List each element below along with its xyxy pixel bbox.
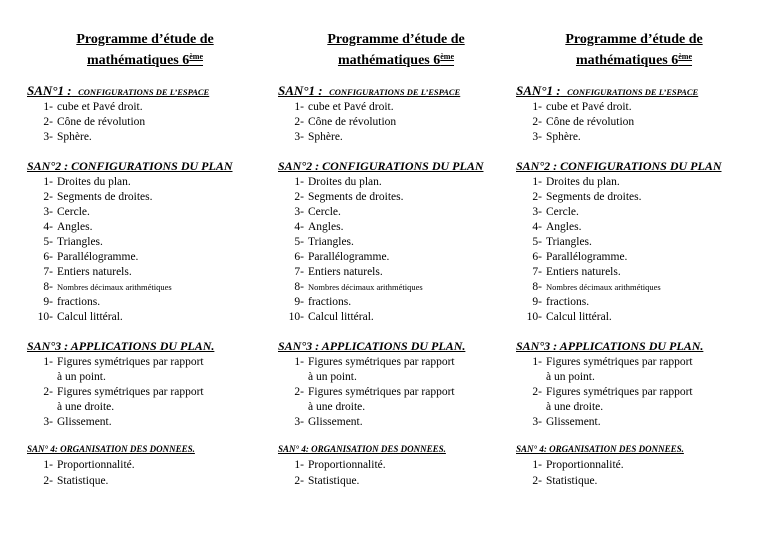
item-text — [308, 355, 478, 385]
section-heading-main: SAN°3 : APPLICATIONS DU PLAN. — [278, 339, 466, 353]
item-text-main: Statistique. — [308, 475, 360, 487]
section-list — [516, 100, 748, 145]
page-title-superscript: ème — [678, 52, 693, 61]
list-item — [516, 250, 748, 265]
item-number: 1- — [294, 356, 304, 368]
item-text — [57, 415, 112, 430]
item-text-continuation: à une droite. — [546, 401, 604, 413]
item-number: 10- — [288, 311, 304, 323]
section-list — [516, 457, 748, 489]
item-text-main: Proportionnalité. — [57, 459, 135, 471]
item-text-main: Statistique. — [546, 475, 598, 487]
item-text-main: Angles. — [546, 221, 582, 233]
section-list — [27, 457, 259, 489]
list-item — [27, 220, 259, 235]
list-item — [516, 115, 748, 130]
item-text — [546, 190, 642, 205]
item-number: 3- — [532, 416, 542, 428]
item-text-main: Cône de révolution — [308, 116, 397, 128]
list-item — [27, 205, 259, 220]
item-number: 1- — [43, 101, 53, 113]
item-number: 8- — [532, 281, 542, 293]
item-number: 2- — [43, 386, 53, 398]
section-heading-main: SAN° 4: ORGANISATION DES DONNEES. — [278, 444, 446, 454]
list-item — [516, 265, 748, 280]
list-item — [278, 415, 510, 430]
item-number: 2- — [294, 116, 304, 128]
list-item — [27, 130, 259, 145]
item-text-main: Angles. — [57, 221, 93, 233]
section-heading-main: SAN°2 : CONFIGURATIONS DU PLAN — [516, 159, 722, 173]
item-number: 2- — [532, 116, 542, 128]
item-text — [546, 473, 597, 489]
page-title-line2 — [27, 49, 259, 68]
page-title-line2 — [278, 49, 510, 68]
section-heading-main: SAN°2 : CONFIGURATIONS DU PLAN — [27, 159, 233, 173]
list-item — [516, 220, 748, 235]
item-text — [57, 115, 145, 130]
item-number: 2- — [43, 191, 53, 203]
item-number: 1- — [294, 101, 304, 113]
item-text-main: Droites du plan. — [546, 176, 620, 188]
item-text-main: Proportionnalité. — [546, 459, 624, 471]
item-text-main: Figures symétriques par rapport — [308, 356, 455, 368]
section-heading-main: SAN° 4: ORGANISATION DES DONNEES. — [27, 444, 195, 454]
list-item — [27, 190, 259, 205]
list-item — [516, 100, 748, 115]
item-text — [57, 457, 135, 473]
item-text — [546, 265, 621, 280]
item-text — [308, 385, 478, 415]
section-list — [27, 175, 259, 325]
item-number: 9- — [294, 296, 304, 308]
list-item — [27, 415, 259, 430]
item-text-continuation: à un point. — [308, 371, 357, 383]
page-title-text: mathématiques 6 — [575, 53, 679, 68]
list-item — [516, 130, 748, 145]
item-text-main: Proportionnalité. — [308, 459, 386, 471]
item-text-main: Cercle. — [308, 206, 341, 218]
item-text — [546, 100, 632, 115]
list-item — [516, 415, 748, 430]
list-item — [278, 250, 510, 265]
item-text-main: Cercle. — [57, 206, 90, 218]
item-text-main: Calcul littéral. — [308, 311, 374, 323]
item-text — [57, 175, 131, 190]
program-column — [516, 30, 748, 489]
item-text-main: fractions. — [546, 296, 590, 308]
page-title-line1: Programme d’étude de — [565, 32, 703, 47]
page-title-superscript: ème — [440, 52, 455, 61]
item-number: 6- — [43, 251, 53, 263]
section-heading — [516, 159, 748, 174]
section-heading-sub: CONFIGURATIONS DE L’ESPACE — [329, 87, 461, 97]
item-text — [57, 190, 153, 205]
item-text-main: cube et Pavé droit. — [546, 101, 632, 113]
item-text-main: Parallélogramme. — [57, 251, 139, 263]
list-item — [516, 205, 748, 220]
item-number: 7- — [294, 266, 304, 278]
item-number: 3- — [43, 416, 53, 428]
page-title-line1: Programme d’étude de — [327, 32, 465, 47]
item-number: 5- — [532, 236, 542, 248]
section-heading — [278, 339, 510, 354]
list-item — [27, 457, 259, 473]
item-number: 3- — [294, 416, 304, 428]
list-item — [27, 310, 259, 325]
item-text-continuation: à un point. — [546, 371, 595, 383]
item-text — [308, 190, 404, 205]
item-number: 1- — [532, 176, 542, 188]
item-number: 4- — [43, 221, 53, 233]
list-item — [278, 295, 510, 310]
list-item — [278, 355, 510, 385]
item-text-main: Glissement. — [308, 416, 363, 428]
item-text-main: Cône de révolution — [546, 116, 635, 128]
item-number: 2- — [294, 191, 304, 203]
item-text — [308, 220, 343, 235]
item-number: 2- — [43, 475, 53, 487]
item-text-main: Figures symétriques par rapport — [308, 386, 455, 398]
item-text — [546, 280, 661, 295]
section-heading-main: SAN°3 : APPLICATIONS DU PLAN. — [516, 339, 704, 353]
section-heading — [278, 444, 510, 454]
item-number: 9- — [43, 296, 53, 308]
item-text — [57, 220, 92, 235]
item-number: 9- — [532, 296, 542, 308]
item-text-main: Sphère. — [57, 131, 92, 143]
item-text-main: Figures symétriques par rapport — [546, 386, 693, 398]
item-text-continuation: à un point. — [57, 371, 106, 383]
item-text-main: Entiers naturels. — [308, 266, 383, 278]
list-item — [516, 280, 748, 295]
item-number: 3- — [43, 131, 53, 143]
list-item — [278, 205, 510, 220]
list-item — [27, 175, 259, 190]
item-number: 2- — [532, 386, 542, 398]
list-item — [516, 385, 748, 415]
item-text-main: Triangles. — [308, 236, 354, 248]
item-number: 1- — [532, 356, 542, 368]
list-item — [278, 115, 510, 130]
item-text-main: Cône de révolution — [57, 116, 146, 128]
list-item — [27, 250, 259, 265]
list-item — [278, 175, 510, 190]
item-text — [546, 235, 592, 250]
item-number: 1- — [43, 176, 53, 188]
item-text-main: Segments de droites. — [57, 191, 153, 203]
section-list — [278, 355, 510, 430]
item-text-main: Glissement. — [57, 416, 112, 428]
item-number: 7- — [532, 266, 542, 278]
list-item — [278, 130, 510, 145]
list-item — [278, 190, 510, 205]
item-text-main: Segments de droites. — [546, 191, 642, 203]
section-heading-main: SAN°1 : — [516, 83, 561, 98]
item-text-main: Triangles. — [546, 236, 592, 248]
item-text-main: cube et Pavé droit. — [308, 101, 394, 113]
section-heading-main: SAN°1 : — [278, 83, 323, 98]
item-number: 5- — [294, 236, 304, 248]
item-number: 1- — [43, 459, 53, 471]
section-list — [27, 100, 259, 145]
page-title-text: mathématiques 6 — [337, 53, 441, 68]
item-text — [546, 355, 716, 385]
list-item — [278, 220, 510, 235]
list-item — [516, 235, 748, 250]
list-item — [278, 310, 510, 325]
item-text — [57, 280, 172, 295]
item-text — [57, 355, 227, 385]
section-heading — [27, 339, 259, 354]
item-text-main: fractions. — [308, 296, 352, 308]
program-column — [27, 30, 259, 489]
item-text — [57, 250, 138, 265]
list-item — [27, 100, 259, 115]
list-item — [27, 265, 259, 280]
section-list — [278, 100, 510, 145]
item-text-main: Triangles. — [57, 236, 103, 248]
item-text-main: Figures symétriques par rapport — [57, 386, 204, 398]
item-text-main: Droites du plan. — [308, 176, 382, 188]
item-number: 8- — [294, 281, 304, 293]
list-item — [516, 310, 748, 325]
section-list — [516, 355, 748, 430]
list-item — [278, 280, 510, 295]
item-text — [546, 385, 716, 415]
item-text — [546, 115, 634, 130]
item-number: 4- — [532, 221, 542, 233]
item-number: 3- — [43, 206, 53, 218]
item-text — [57, 310, 123, 325]
list-item — [27, 385, 259, 415]
item-text — [308, 310, 374, 325]
item-number: 1- — [43, 356, 53, 368]
page-title-superscript: ème — [189, 52, 204, 61]
item-text-main: Statistique. — [57, 475, 109, 487]
list-item — [278, 235, 510, 250]
item-text-main: Calcul littéral. — [546, 311, 612, 323]
item-text-continuation: à une droite. — [308, 401, 366, 413]
item-number: 3- — [532, 206, 542, 218]
item-text — [546, 220, 581, 235]
item-number: 2- — [294, 475, 304, 487]
item-text-main: Parallélogramme. — [308, 251, 390, 263]
item-text-main: Nombres décimaux arithmétiques — [546, 282, 661, 292]
section-heading — [516, 339, 748, 354]
item-text-main: Calcul littéral. — [57, 311, 123, 323]
item-number: 6- — [532, 251, 542, 263]
item-text-main: Figures symétriques par rapport — [57, 356, 204, 368]
item-text — [308, 265, 383, 280]
item-text — [546, 457, 624, 473]
item-text-main: Angles. — [308, 221, 344, 233]
item-text — [308, 295, 351, 310]
section-heading — [27, 159, 259, 174]
item-text-main: Glissement. — [546, 416, 601, 428]
item-text — [57, 295, 100, 310]
list-item — [27, 295, 259, 310]
item-number: 2- — [43, 116, 53, 128]
item-text-main: Nombres décimaux arithmétiques — [308, 282, 423, 292]
list-item — [278, 100, 510, 115]
item-text-main: Entiers naturels. — [546, 266, 621, 278]
item-number: 8- — [43, 281, 53, 293]
item-text — [546, 130, 581, 145]
list-item — [516, 295, 748, 310]
item-text — [57, 265, 132, 280]
item-number: 1- — [532, 101, 542, 113]
item-text — [308, 115, 396, 130]
section-heading — [278, 83, 510, 99]
item-number: 10- — [526, 311, 542, 323]
section-list — [278, 457, 510, 489]
item-number: 2- — [294, 386, 304, 398]
section-heading — [27, 444, 259, 454]
item-text — [308, 250, 389, 265]
item-text — [546, 205, 579, 220]
item-text — [308, 205, 341, 220]
item-text — [57, 100, 143, 115]
item-text-main: Figures symétriques par rapport — [546, 356, 693, 368]
section-heading — [516, 83, 748, 99]
list-item — [27, 235, 259, 250]
list-item — [27, 473, 259, 489]
item-text — [308, 100, 394, 115]
page-title-text: mathématiques 6 — [86, 53, 190, 68]
item-text — [308, 457, 386, 473]
section-list — [27, 355, 259, 430]
list-item — [516, 473, 748, 489]
item-number: 1- — [532, 459, 542, 471]
list-item — [27, 280, 259, 295]
list-item — [27, 115, 259, 130]
item-number: 1- — [294, 459, 304, 471]
section-heading-main: SAN°2 : CONFIGURATIONS DU PLAN — [278, 159, 484, 173]
item-number: 4- — [294, 221, 304, 233]
item-text — [308, 130, 343, 145]
item-text-main: Segments de droites. — [308, 191, 404, 203]
item-text — [308, 175, 382, 190]
item-number: 7- — [43, 266, 53, 278]
item-text — [546, 310, 612, 325]
section-heading — [278, 159, 510, 174]
item-text-main: Droites du plan. — [57, 176, 131, 188]
section-heading — [516, 444, 748, 454]
item-number: 3- — [294, 131, 304, 143]
list-item — [516, 190, 748, 205]
item-text — [57, 205, 90, 220]
item-number: 5- — [43, 236, 53, 248]
list-item — [278, 457, 510, 473]
item-text — [308, 235, 354, 250]
item-text — [57, 130, 92, 145]
item-number: 2- — [532, 191, 542, 203]
item-text — [57, 385, 227, 415]
section-heading-main: SAN°3 : APPLICATIONS DU PLAN. — [27, 339, 215, 353]
list-item — [516, 175, 748, 190]
item-text — [308, 415, 363, 430]
item-text-main: Nombres décimaux arithmétiques — [57, 282, 172, 292]
item-text — [546, 250, 627, 265]
item-text — [57, 235, 103, 250]
item-text-main: Sphère. — [308, 131, 343, 143]
item-text-main: Parallélogramme. — [546, 251, 628, 263]
item-text — [546, 175, 620, 190]
item-text — [308, 473, 359, 489]
list-item — [278, 385, 510, 415]
item-number: 3- — [532, 131, 542, 143]
page-title-line1: Programme d’étude de — [76, 32, 214, 47]
section-list — [278, 175, 510, 325]
item-text-main: Entiers naturels. — [57, 266, 132, 278]
section-heading-sub: CONFIGURATIONS DE L’ESPACE — [78, 87, 210, 97]
item-text-main: Cercle. — [546, 206, 579, 218]
section-heading — [27, 83, 259, 99]
section-heading-main: SAN°1 : — [27, 83, 72, 98]
program-column — [278, 30, 510, 489]
list-item — [27, 355, 259, 385]
item-text-main: fractions. — [57, 296, 101, 308]
item-number: 6- — [294, 251, 304, 263]
item-number: 2- — [532, 475, 542, 487]
list-item — [516, 457, 748, 473]
item-text — [546, 415, 601, 430]
list-item — [278, 473, 510, 489]
item-text-continuation: à une droite. — [57, 401, 115, 413]
item-number: 3- — [294, 206, 304, 218]
list-item — [516, 355, 748, 385]
item-number: 10- — [37, 311, 53, 323]
section-list — [516, 175, 748, 325]
section-heading-main: SAN° 4: ORGANISATION DES DONNEES. — [516, 444, 684, 454]
item-text — [57, 473, 108, 489]
item-text — [546, 295, 589, 310]
list-item — [278, 265, 510, 280]
item-text — [308, 280, 423, 295]
item-text-main: cube et Pavé droit. — [57, 101, 143, 113]
item-text-main: Sphère. — [546, 131, 581, 143]
section-heading-sub: CONFIGURATIONS DE L’ESPACE — [567, 87, 699, 97]
item-number: 1- — [294, 176, 304, 188]
page-title-line2 — [516, 49, 748, 68]
